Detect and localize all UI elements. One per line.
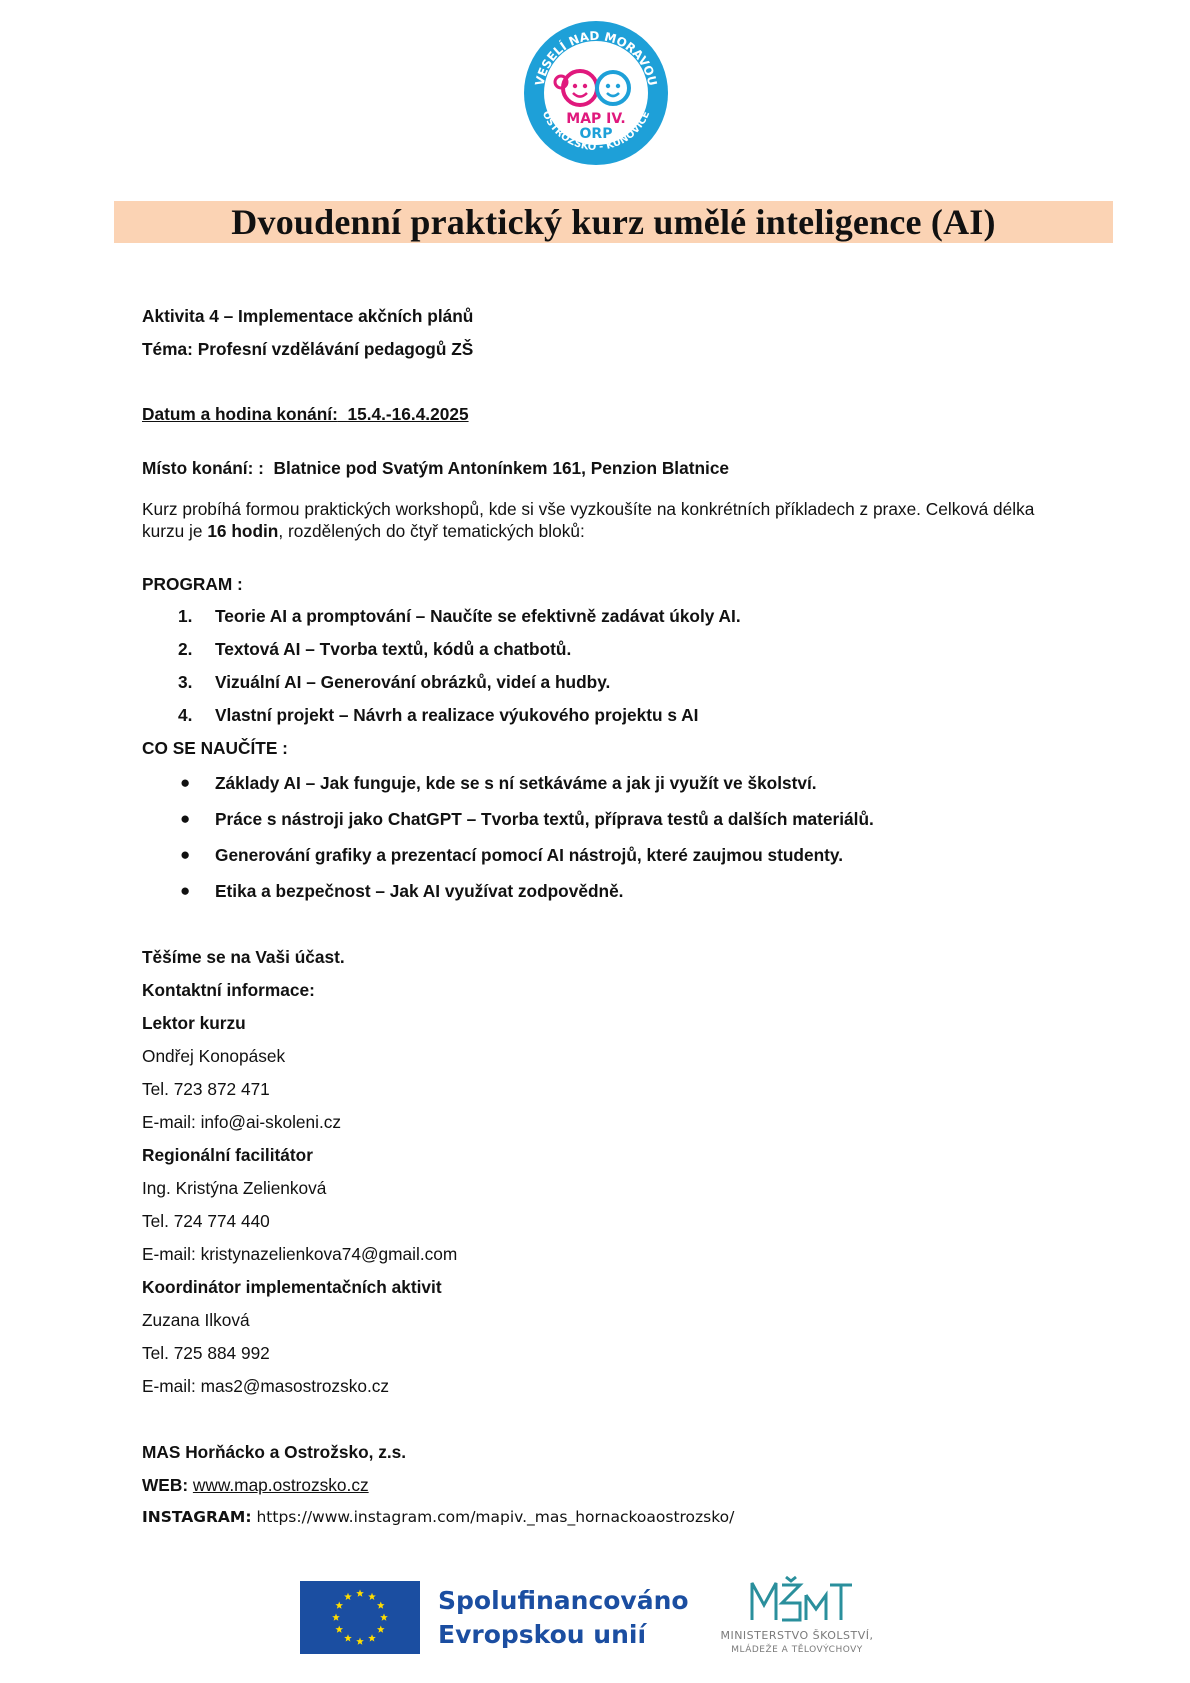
lector-phone: Tel. 723 872 471 — [142, 1079, 270, 1099]
instagram-line — [142, 1508, 734, 1526]
title-band — [114, 201, 1113, 243]
instagram-link[interactable]: https://www.instagram.com/mapiv._mas_hornackoaostrozsko/ — [256, 1508, 735, 1526]
logo-arc-top: VESELÍ NAD MORAVOU — [532, 28, 660, 88]
eu-line2: Evropskou unií — [438, 1620, 647, 1649]
facilitator-phone: Tel. 724 774 440 — [142, 1211, 270, 1231]
program-num: 4. — [178, 705, 193, 725]
lector-name: Ondřej Konopásek — [142, 1046, 286, 1066]
intro-hours: 16 hodin — [207, 521, 279, 541]
place-label: Místo konání: : — [142, 458, 264, 478]
bullet-icon: ● — [180, 881, 191, 900]
page-title: Dvoudenní praktický kurz umělé inteligence (AI) — [231, 202, 996, 242]
date-line — [142, 403, 469, 425]
coordinator-role: Koordinátor implementačních aktivit — [142, 1277, 442, 1297]
contacts-heading: Kontaktní informace: — [142, 980, 315, 1000]
learn-item: Etika a bezpečnost – Jak AI využívat zodpovědně. — [215, 881, 624, 901]
eu-flag-icon — [300, 1581, 420, 1654]
place-value: Blatnice pod Svatým Antonínkem 161, Penzion Blatnice — [273, 458, 730, 478]
web-line — [142, 1474, 369, 1496]
program-item: Teorie AI a promptování – Naučíte se efektivně zadávat úkoly AI. — [215, 606, 741, 626]
logo-arc-bottom: OSTROŽSKO - KUNOVICE — [539, 109, 653, 154]
intro-part2: , rozdělených do čtyř tematických bloků: — [278, 521, 585, 541]
map-logo — [523, 20, 669, 166]
place-line — [142, 457, 729, 479]
theme-line: Téma: Profesní vzdělávání pedagogů ZŠ — [142, 339, 474, 359]
facilitator-email[interactable]: E-mail: kristynazelienkova74@gmail.com — [142, 1244, 458, 1264]
bullet-icon: ● — [180, 845, 191, 864]
eu-line1: Spolufinancováno — [438, 1586, 689, 1615]
intro-paragraph — [142, 498, 1042, 542]
eu-cofunding-text — [438, 1584, 689, 1652]
bullet-icon: ● — [180, 809, 191, 828]
learn-item: Základy AI – Jak funguje, kde se s ní setkáváme a jak ji využít ve školství. — [215, 773, 817, 793]
msmt-line1: MINISTERSTVO ŠKOLSTVÍ, — [720, 1629, 874, 1642]
web-link[interactable]: www.map.ostrozsko.cz — [192, 1475, 369, 1495]
facilitator-role: Regionální facilitátor — [142, 1145, 313, 1165]
coordinator-email[interactable]: E-mail: mas2@masostrozsko.cz — [142, 1376, 390, 1396]
program-num: 2. — [178, 639, 193, 659]
lector-email[interactable]: E-mail: info@ai-skoleni.cz — [142, 1112, 342, 1132]
program-item: Vlastní projekt – Návrh a realizace výukového projektu s AI — [215, 705, 699, 725]
msmt-line2: MLÁDEŽE A TĚLOVÝCHOVY — [731, 1645, 863, 1655]
intro-part1: Kurz probíhá formou praktických workshopů, kde si vše vyzkoušíte na konkrétních příkladech z praxe. Celková délka kurzu je — [142, 499, 1035, 541]
logo-orp: ORP — [579, 126, 613, 142]
program-item: Vizuální AI – Generování obrázků, videí a hudby. — [215, 672, 611, 692]
program-num: 3. — [178, 672, 193, 692]
msmt-logo — [702, 1575, 892, 1660]
program-num: 1. — [178, 606, 193, 626]
date-value: 15.4.-16.4.2025 — [347, 404, 469, 424]
lector-role: Lektor kurzu — [142, 1013, 246, 1033]
program-item: Textová AI – Tvorba textů, kódů a chatbotů. — [215, 639, 572, 659]
coordinator-name: Zuzana Ilková — [142, 1310, 250, 1330]
organization-name: MAS Horňácko a Ostrožsko, z.s. — [142, 1442, 407, 1462]
closing-line: Těšíme se na Vaši účast. — [142, 947, 345, 967]
coordinator-phone: Tel. 725 884 992 — [142, 1343, 270, 1363]
learn-item: Generování grafiky a prezentací pomocí AI nástrojů, které zaujmou studenty. — [215, 845, 844, 865]
logo-map-iv: MAP IV. — [566, 111, 626, 127]
facilitator-name: Ing. Kristýna Zelienková — [142, 1178, 327, 1198]
learn-heading: CO SE NAUČÍTE : — [142, 738, 288, 758]
activity-line: Aktivita 4 – Implementace akčních plánů — [142, 306, 474, 326]
learn-item: Práce s nástroji jako ChatGPT – Tvorba textů, příprava testů a dalších materiálů. — [215, 809, 874, 829]
msmt-monogram-icon — [752, 1577, 852, 1620]
date-label: Datum a hodina konání: — [142, 404, 338, 424]
program-heading: PROGRAM : — [142, 574, 243, 594]
instagram-label: INSTAGRAM: — [142, 1508, 252, 1526]
web-label: WEB: — [142, 1475, 189, 1495]
bullet-icon: ● — [180, 773, 191, 792]
